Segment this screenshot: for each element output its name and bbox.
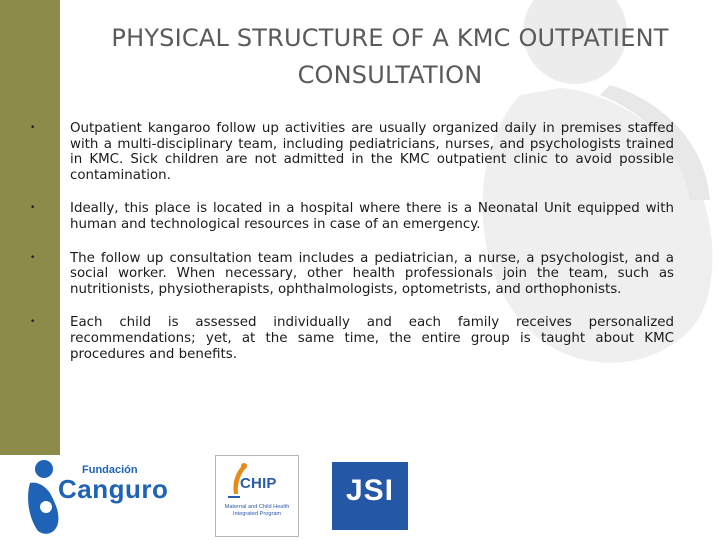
jsi-logo (332, 462, 408, 530)
bullet-text: Outpatient kangaroo follow up activities are usually organized daily in premises staffed with a multi-disciplinary team, including pediatricians, nurses, and psychologists trained in KMC. Sick children are not admitted in the KMC outpatient clinic to avoid possible contamination. (70, 121, 674, 183)
bullet-text: The follow up consultation team includes a pediatrician, a nurse, a psychologist, and a social worker. When necessary, other health professionals join the team, such as nutritionists, physiotherapists, ophthalmologists, optometrists, and orthophonists. (70, 250, 674, 297)
slide-title (70, 20, 710, 94)
mchip-logo (215, 455, 299, 537)
title-line: PHYSICAL STRUCTURE OF A KMC OUTPATIENT (111, 24, 669, 52)
mchip-subtitle-text: Maternal and Child Health Integrated Program (224, 504, 290, 517)
jsi-text: JSI (345, 474, 395, 507)
mchip-name-text: CHIP (240, 475, 277, 492)
bullet-marker: • (30, 203, 36, 214)
bullet-list (24, 121, 674, 380)
bullet-item (24, 251, 674, 298)
canguro-big-text: Canguro (58, 474, 169, 504)
bullet-marker: • (30, 317, 36, 328)
bullet-marker: • (30, 252, 36, 263)
bullet-item (24, 121, 674, 183)
fundacion-canguro-logo (24, 457, 174, 537)
bullet-item (24, 201, 674, 232)
bullet-marker: • (30, 123, 36, 133)
title-line: CONSULTATION (297, 61, 483, 89)
bullet-item (24, 315, 674, 362)
canguro-small-text: Fundación (82, 464, 138, 476)
logo-strip (0, 455, 720, 540)
bullet-text: Each child is assessed individually and each family receives personalized recommendations; yet, at the same time, the entire group is taught about KMC procedures and benefits. (70, 315, 674, 362)
bullet-text: Ideally, this place is located in a hospital where there is a Neonatal Unit equipped with human and technological resources in case of an emergency. (70, 201, 674, 232)
